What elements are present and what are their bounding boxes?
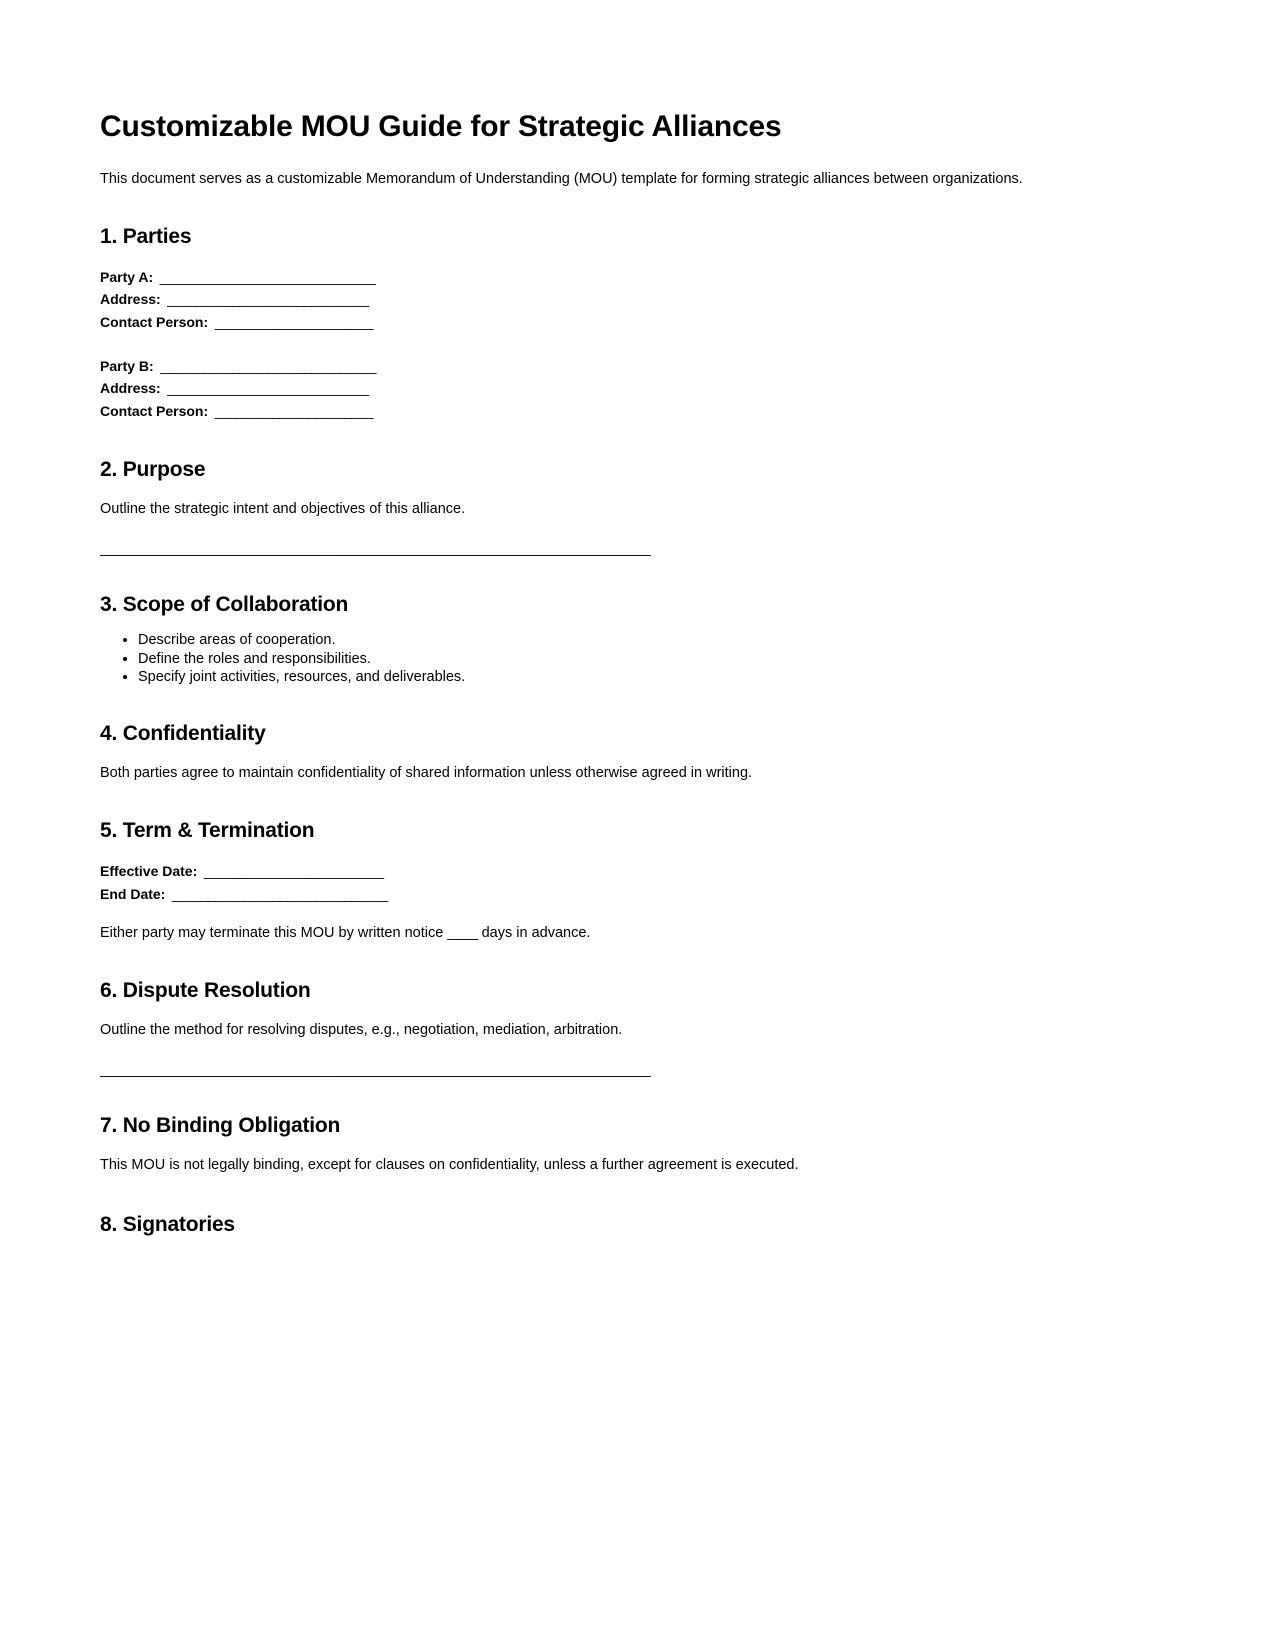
- field-rule-party-b-contact[interactable]: ______________________: [208, 403, 373, 420]
- field-rule-party-b-address[interactable]: ____________________________: [160, 380, 369, 397]
- field-party-b-contact: [100, 400, 1100, 423]
- field-effective-date: [100, 860, 1100, 883]
- field-party-a: [100, 266, 1100, 289]
- field-label-party-a: Party A:: [100, 268, 154, 285]
- section-confidentiality: [100, 721, 1100, 784]
- dispute-answer-rule[interactable]: ______________________________________________________________________: [100, 1062, 651, 1078]
- field-rule-end-date[interactable]: ______________________________: [165, 885, 388, 902]
- section-term-termination: [100, 818, 1100, 944]
- section-heading-term-termination: 5. Term & Termination: [100, 818, 315, 842]
- section-heading-confidentiality: 4. Confidentiality: [100, 721, 266, 745]
- field-end-date: [100, 883, 1100, 906]
- purpose-body: Outline the strategic intent and objectives of this alliance.: [100, 500, 466, 517]
- scope-bullet-list: [100, 631, 1100, 687]
- term-date-fields: [100, 860, 1100, 905]
- section-no-binding-obligation: [100, 1113, 1100, 1176]
- field-party-b: [100, 355, 1100, 378]
- field-rule-party-a-contact[interactable]: ______________________: [208, 314, 373, 331]
- section-heading-dispute-resolution: 6. Dispute Resolution: [100, 978, 311, 1002]
- field-party-a-contact: [100, 311, 1100, 334]
- field-rule-party-a-address[interactable]: ____________________________: [160, 291, 369, 308]
- section-scope: [100, 592, 1100, 687]
- termination-notice-days-blank[interactable]: ____: [447, 924, 478, 941]
- section-heading-purpose: 2. Purpose: [100, 457, 206, 481]
- field-label-end-date: End Date:: [100, 885, 166, 902]
- termination-notice-prefix: Either party may terminate this MOU by written notice: [100, 924, 448, 941]
- section-signatories: [100, 1212, 1100, 1237]
- party-a-fields: [100, 266, 1100, 334]
- section-heading-no-binding-obligation: 7. No Binding Obligation: [100, 1113, 341, 1137]
- field-rule-party-b[interactable]: ______________________________: [153, 357, 376, 374]
- termination-notice-text: [100, 923, 1100, 944]
- field-label-party-a-contact: Contact Person:: [100, 314, 209, 331]
- field-party-a-address: [100, 288, 1100, 311]
- field-label-party-b-contact: Contact Person:: [100, 403, 209, 420]
- field-label-party-b: Party B:: [100, 357, 154, 374]
- section-dispute-resolution: [100, 978, 1100, 1079]
- field-label-party-a-address: Address:: [100, 291, 161, 308]
- document-content: [100, 0, 1100, 1240]
- section-heading-scope: 3. Scope of Collaboration: [100, 592, 349, 616]
- list-item: • Describe areas of cooperation.: [138, 631, 1100, 650]
- list-item: • Specify joint activities, resources, and deliverables.: [138, 668, 1100, 687]
- purpose-answer-rule[interactable]: ______________________________________________________________________: [100, 541, 651, 557]
- party-group-spacer: [100, 334, 1100, 355]
- termination-notice-suffix: days in advance.: [477, 924, 591, 941]
- section-purpose: [100, 457, 1100, 558]
- field-rule-party-a[interactable]: ______________________________: [153, 268, 376, 285]
- field-label-party-b-address: Address:: [100, 380, 161, 397]
- field-label-effective-date: Effective Date:: [100, 863, 198, 880]
- field-party-b-address: [100, 377, 1100, 400]
- section-heading-parties: 1. Parties: [100, 224, 192, 248]
- no-binding-body: This MOU is not legally binding, except for clauses on confidentiality, unless a further agreement is executed.: [100, 1156, 799, 1173]
- section-parties: [100, 224, 1100, 423]
- section-heading-signatories: 8. Signatories: [100, 1212, 235, 1236]
- dispute-body: Outline the method for resolving disputes, e.g., negotiation, mediation, arbitration.: [100, 1021, 623, 1038]
- field-rule-effective-date[interactable]: _________________________: [197, 863, 384, 880]
- party-b-fields: [100, 355, 1100, 423]
- confidentiality-body: Both parties agree to maintain confidentiality of shared information unless otherwise agreed in writing.: [100, 764, 753, 781]
- page-title: Customizable MOU Guide for Strategic Alliances: [100, 110, 782, 143]
- list-item: • Define the roles and responsibilities.: [138, 650, 1100, 669]
- document-intro-paragraph: This document serves as a customizable Memorandum of Understanding (MOU) template for forming strategic alliances between organizations.: [100, 170, 1023, 187]
